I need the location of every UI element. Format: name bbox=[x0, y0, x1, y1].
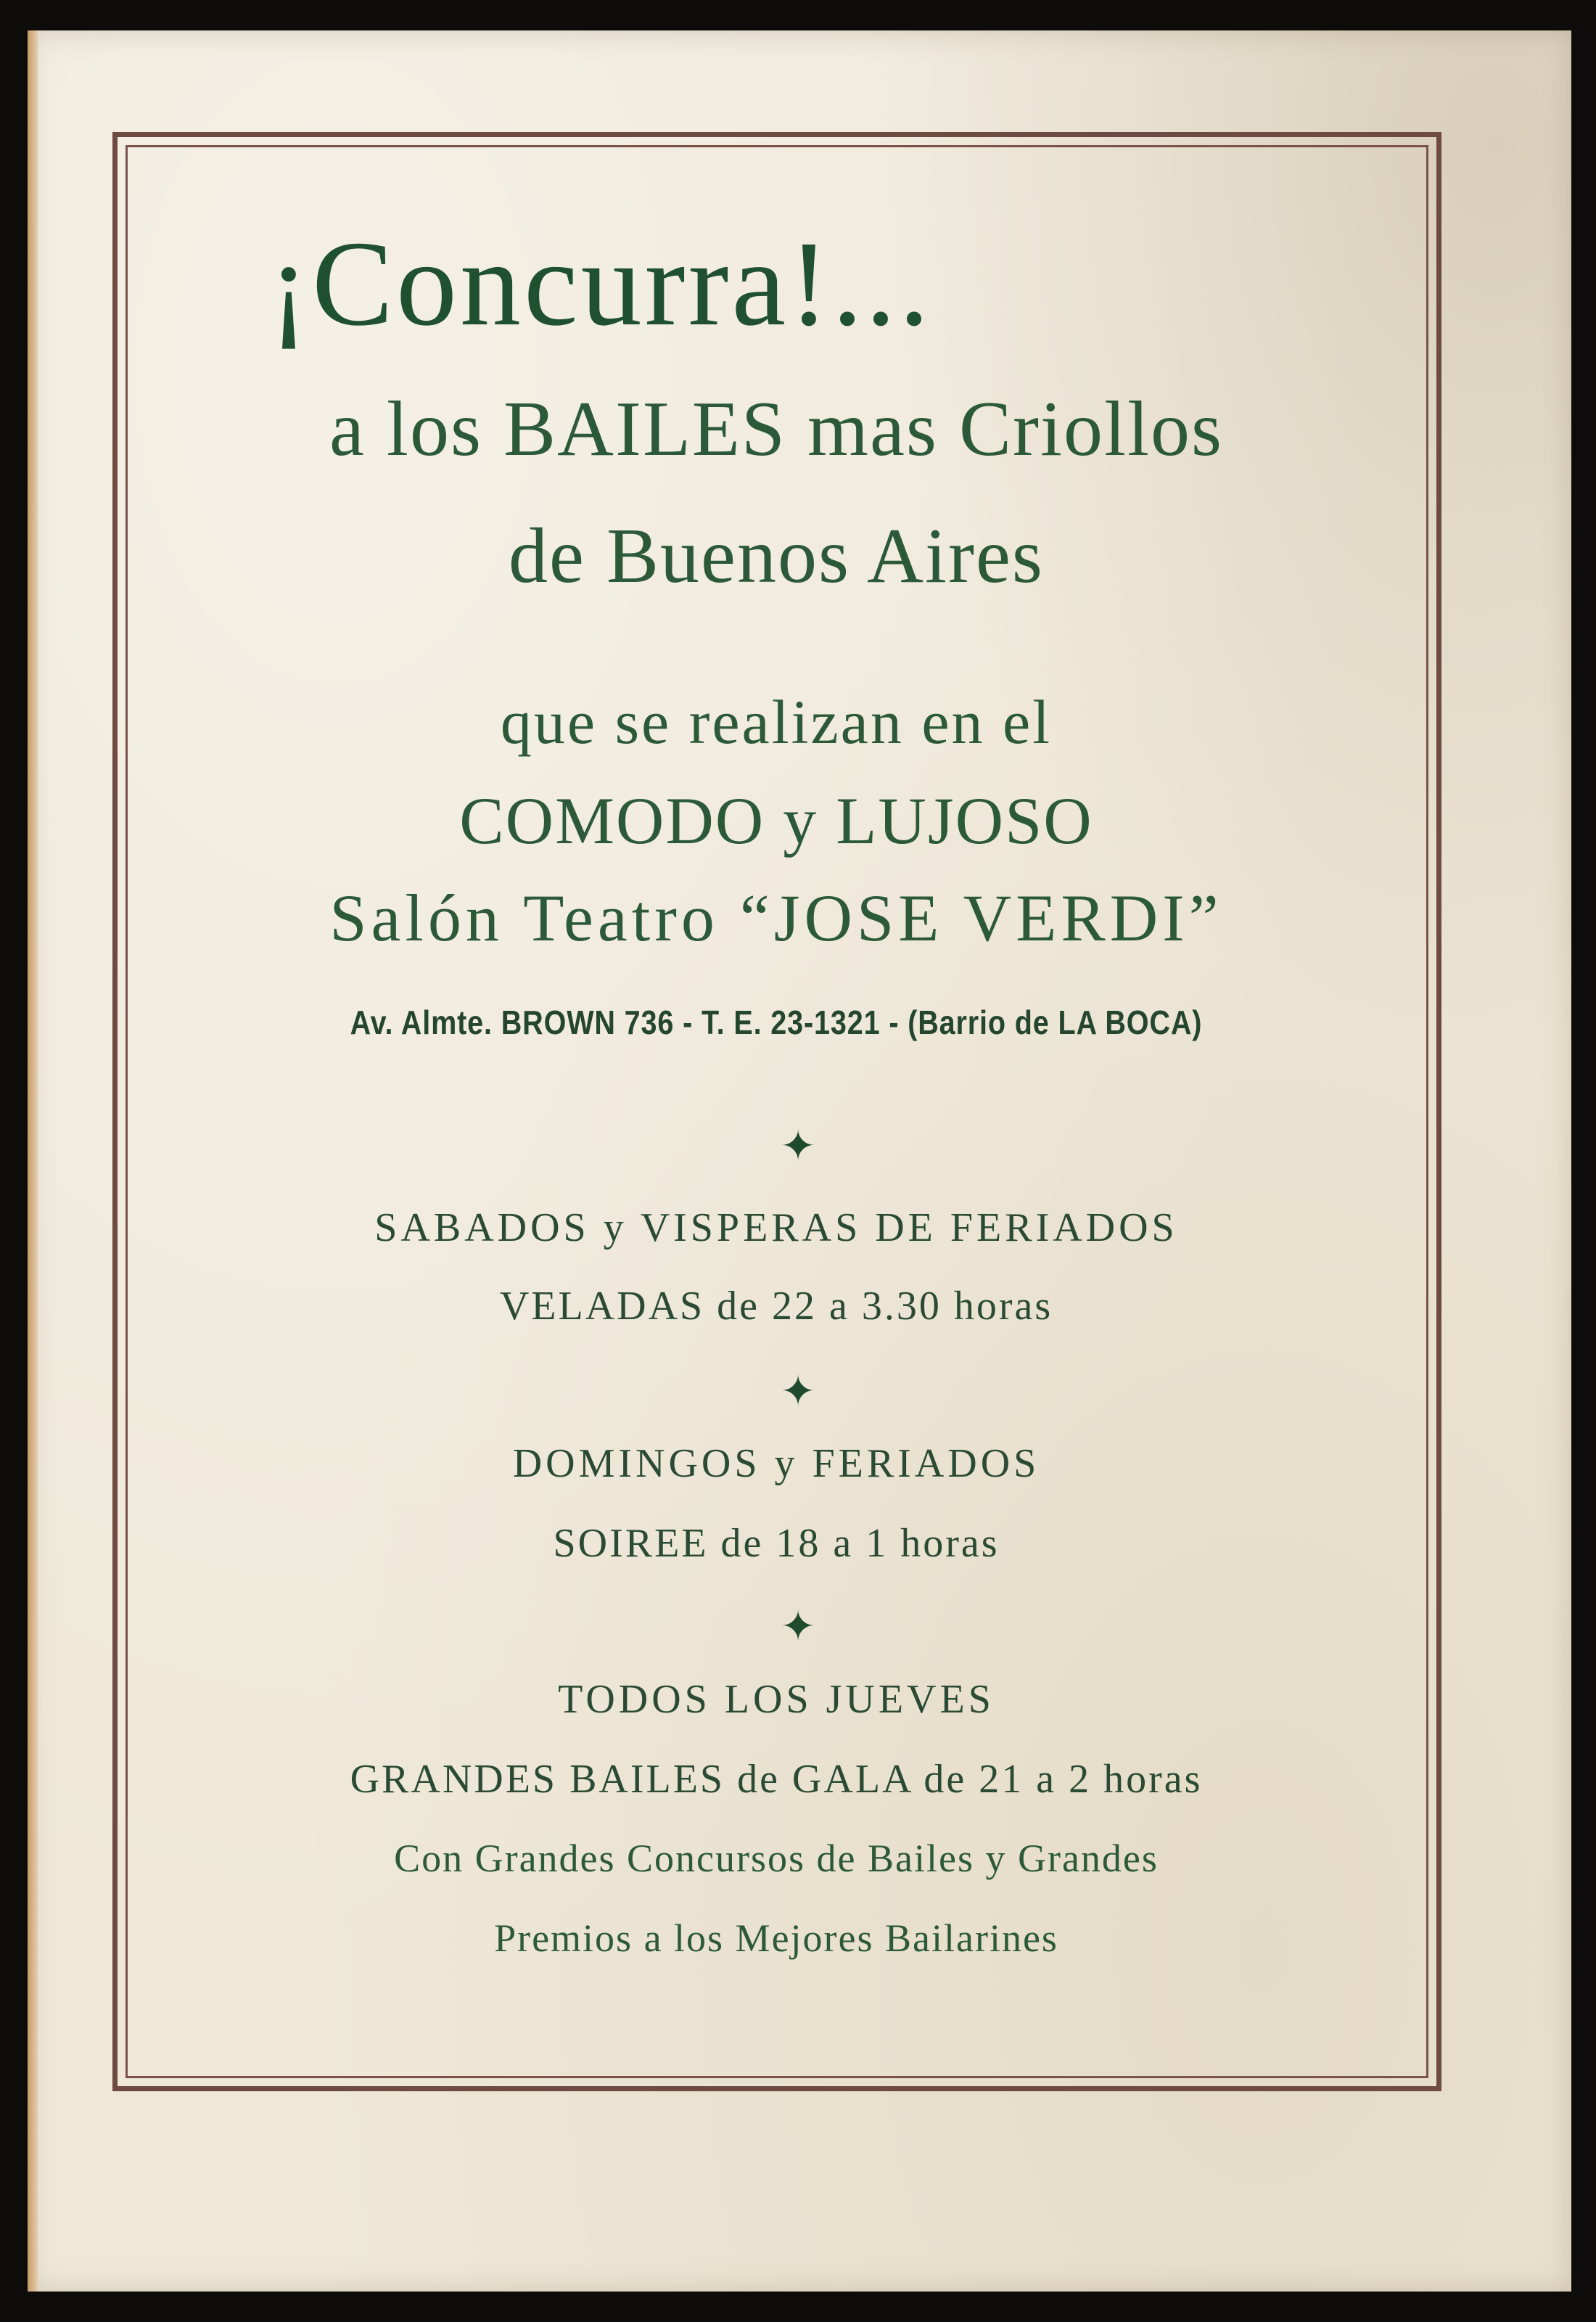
venue-name: Salón Teatro “JOSE VERDI” bbox=[329, 881, 1223, 955]
schedule-thursday-contest-line-1: Con Grandes Concursos de Bailes y Grandes bbox=[394, 1837, 1159, 1880]
venue-address: Av. Almte. BROWN 736 - T. E. 23-1321 - (Barrio de LA BOCA) bbox=[350, 1004, 1203, 1041]
star-ornament-icon: ✦ bbox=[780, 1601, 816, 1651]
star-ornament-icon: ✦ bbox=[780, 1366, 816, 1416]
schedule-saturday-hours: VELADAS de 22 a 3.30 horas bbox=[499, 1284, 1053, 1329]
schedule-sunday-days: DOMINGOS y FERIADOS bbox=[512, 1441, 1040, 1486]
venue-intro: que se realizan en el bbox=[500, 687, 1053, 757]
schedule-thursday-contest-line-2: Premios a los Mejores Bailarines bbox=[494, 1916, 1058, 1960]
schedule-thursday-gala: GRANDES BAILES de GALA de 21 a 2 horas bbox=[350, 1757, 1203, 1802]
schedule-thursday-days: TODOS LOS JUEVES bbox=[558, 1677, 995, 1722]
schedule-sunday-hours: SOIREE de 18 a 1 horas bbox=[553, 1521, 1000, 1566]
headline-title: ¡Concurra!... bbox=[268, 216, 932, 351]
headline-line-2: a los BAILES mas Criollos bbox=[329, 386, 1223, 472]
headline-line-3: de Buenos Aires bbox=[509, 513, 1044, 599]
star-ornament-icon: ✦ bbox=[780, 1121, 816, 1170]
schedule-saturday-days: SABADOS y VISPERAS DE FERIADOS bbox=[374, 1205, 1178, 1250]
venue-adjectives: COMODO y LUJOSO bbox=[459, 784, 1093, 858]
